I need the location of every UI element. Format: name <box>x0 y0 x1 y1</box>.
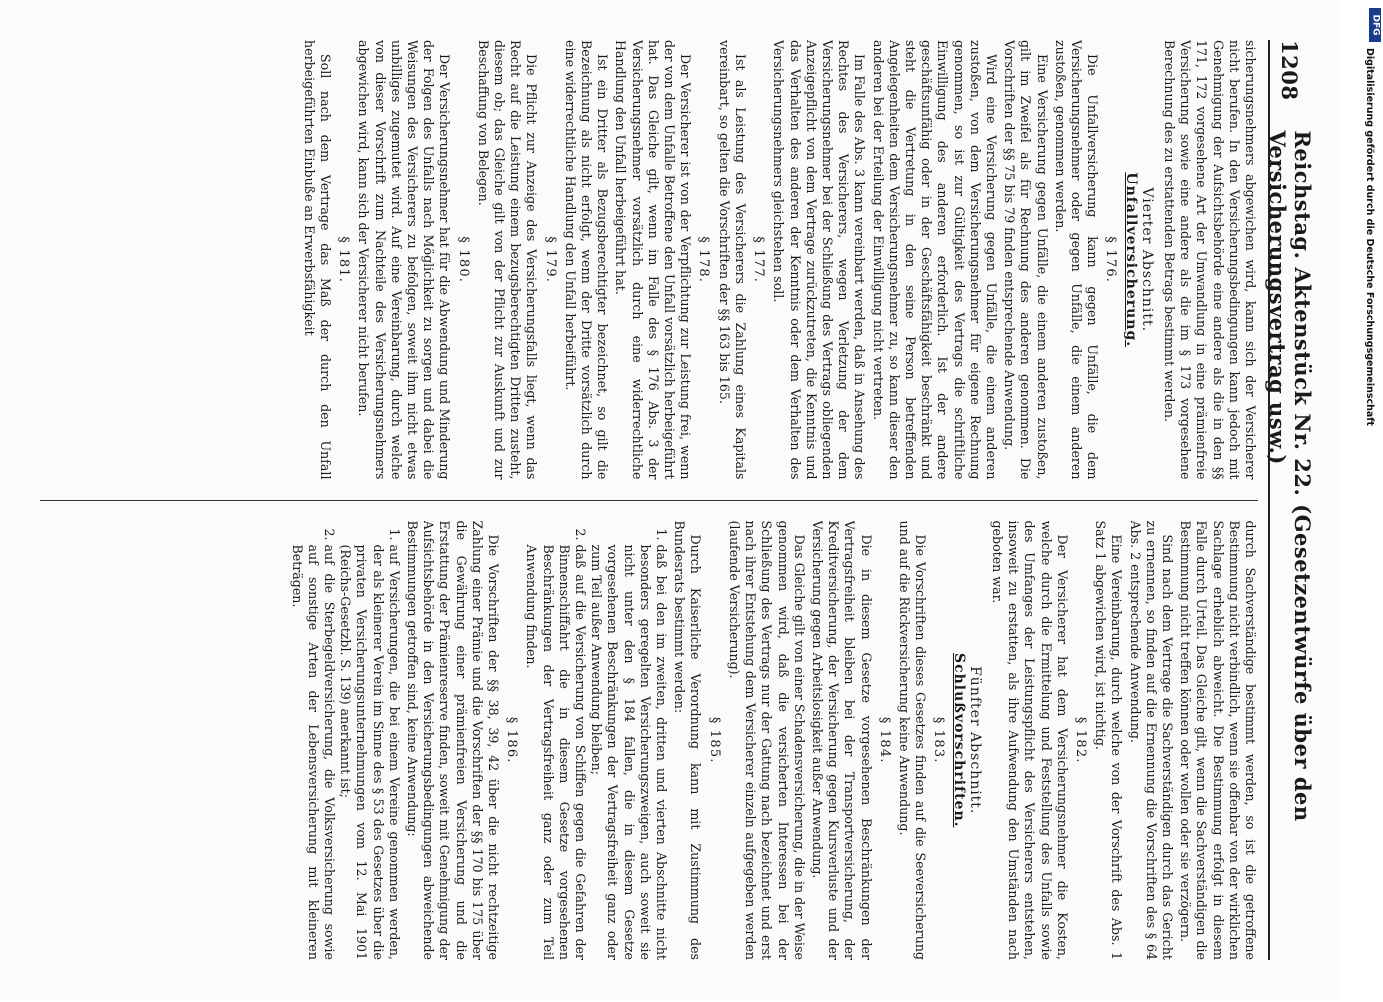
list-item: 1. auf Versicherungen, die bei einem Vereine genommen werden, der als kleinerer Verein im Sinne des § 53 des Gesetzes über die privaten Versicherungsunternehmungen vom 12. Mai 1901 (Reichs-Gesetzbl. S. 139) anerkannt ist; <box>337 545 402 961</box>
paragraph-number: § 183. <box>931 716 947 764</box>
paragraph-number: § 181. <box>336 236 352 284</box>
section-title: Unfallversicherung. <box>1122 172 1139 348</box>
section-heading: Vierter Abschnitt. <box>1138 187 1155 333</box>
text-columns <box>40 40 1258 960</box>
section-title: Schlußvorschriften. <box>950 652 967 828</box>
paragraph-number: § 176. <box>1103 236 1119 284</box>
right-column <box>40 521 1258 961</box>
paragraph: Ist ein Dritter als Bezugsberechtigter bezeichnet, so gilt die Bezeichnung als nicht erfolgt, wenn der Dritte vorsätzlich durch eine widerrechtliche Handlung den Unfall herbeiführt. <box>562 40 611 480</box>
paragraph: Im Falle des Abs. 3 kann vereinbart werden, daß in Ansehung des Rechtes des Versicherers, wegen Verletzung der dem Versicherungsnehmer bei der Schließung des Vertrags obliegenden Anzeigepflicht von dem Vertrage zurückzutreten, die Kenntnis und das Verhalten des anderen der Kenntnis oder dem Verhalten des Versicherungsnehmers gleichstehen soll. <box>771 40 868 480</box>
paragraph: Der Versicherer hat dem Versicherungsnehmer die Kosten, welche durch die Ermittelung und Feststellung des Unfalls sowie des Umfanges der Leistungspflicht des Versicherers entstehen, insoweit zu erstatten, als ihre Aufwendung den Umständen nach geboten war. <box>989 520 1070 960</box>
column-divider <box>40 500 1258 501</box>
paragraph-number: § 186. <box>504 716 520 764</box>
dfg-logo: DFG <box>1369 8 1381 42</box>
page-number: 1208 <box>1277 40 1303 101</box>
paragraph: Der Versicherer ist von der Verpflichtung zur Leistung frei, wenn der von dem Unfalle Betroffene den Unfall vorsätzlich herbeigeführt hat. Das Gleiche gilt, wenn im Falle des § 176 Abs. 3 der Versicherungsnehmer vorsätzlich durch eine widerrechtliche Handlung den Unfall herbeigeführt hat. <box>613 40 694 480</box>
paragraph: Der Versicherungsnehmer hat für die Abwendung und Minderung der Folgen des Unfalls nach Möglichkeit zu sorgen und dabei die Weisungen des Versicherers zu befolgen, soweit ihm nicht etwas unbilliges zugemutet wird. Auf eine Vereinbarung, durch welche von dieser Vorschrift zum Nachteile des Versicherungsnehmers abgewichen wird, kann sich der Versicherer nicht berufen. <box>356 40 453 480</box>
paragraph: Eine Versicherung gegen Unfälle, die einem anderen zustoßen, gilt im Zweifel als für Rechnung des anderen genommen. Die Vorschriften der §§ 75 bis 79 finden entsprechende Anwendung. <box>1002 40 1050 480</box>
paragraph: Die Vorschriften dieses Gesetzes finden auf die Seeversicherung und auf die Rückversicherung keine Anwendung. <box>896 520 929 960</box>
paragraph: Eine Vereinbarung, durch welche von der Vorschrift des Abs. 1 Satz 1 abgewichen wird, ist nichtig. <box>1093 520 1125 960</box>
paragraph-number: § 179. <box>542 236 558 284</box>
paragraph: Sind nach dem Vertrage die Sachverständigen durch das Gericht zu ernennen, so finden auf die Ernennung die Vorschriften des § 64 Abs. 2 entsprechende Anwendung. <box>1127 520 1175 960</box>
numbered-list <box>288 521 401 961</box>
numbered-list <box>523 521 669 961</box>
paragraph-number: § 184. <box>876 716 892 764</box>
paragraph-number: § 178. <box>696 236 712 284</box>
paragraph-number: § 185. <box>706 716 722 764</box>
list-item: 2. daß auf die Versicherung von Schiffen gegen die Gefahren der Binnenschiffahrt die in diesem Gesetze vorgesehenen Beschränkungen der Vertragsfreiheit ganz oder zum Teil Anwendung finden. <box>523 545 588 961</box>
paragraph-number: § 182. <box>1072 716 1088 764</box>
paragraph: Die Pflicht zur Anzeige des Versicherungsfalls liegt, wenn das Recht auf die Leistung einem bezugsberechtigten Dritten zusteht, diesem ob; das Gleiche gilt von der Pflicht zur Auskunft und zur Beschaffung von Belegen. <box>475 40 540 480</box>
list-item: 1. daß bei den im zweiten, dritten und vierten Abschnitte nicht besonders geregelten Versicherungszweigen, auch soweit sie nicht unter den § 184 fallen, die in diesem Gesetze vorgesehenen Beschränkungen der Vertragsfreiheit ganz oder zum Teil außer Anwendung bleiben; <box>588 545 669 961</box>
paragraph: Soll nach dem Vertrage das Maß der durch den Unfall herbeigeführten Einbuße an Erwerbsfähigkeit <box>301 40 334 480</box>
section-heading: Fünfter Abschnitt. <box>966 666 983 815</box>
paragraph-number: § 180. <box>455 236 471 284</box>
paragraph: sicherungsnehmers abgewichen wird, kann sich der Versicherer nicht berufen. In den Versicherungsbedingungen kann jedoch mit Genehmigung der Aufsichtsbehörde eine andere als die in den §§ 171, 172 vorgesehene Art der Umwandlung in eine prämienfreie Versicherung sowie eine andere als die im § 173 vorgesehene Berechnung des zu erstattenden Betrags bestimmt werden. <box>1161 40 1258 480</box>
page-header <box>1265 40 1315 960</box>
paragraph: Die Unfallversicherung kann gegen Unfälle, die dem Versicherungsnehmer oder gegen Unfälle, die einem anderen zustoßen, genommen werden. <box>1052 40 1101 480</box>
paragraph: Das Gleiche gilt von einer Schadensversicherung, die in der Weise genommen wird, daß die versicherten Interessen bei der Schließung des Vertrags nur der Gattung nach bezeichnet und erst nach ihrer Entstehung dem Versicherer einzeln aufgegeben werden (laufende Versicherung). <box>726 520 807 960</box>
paragraph: Die Vorschriften der §§ 38, 39, 42 über die nicht rechtzeitige Zahlung einer Prämie und die Vorschriften der §§ 170 bis 175 über die Gewährung einer prämienfreien Versicherung und die Erstattung der Prämienreserve finden, soweit mit Genehmigung der Aufsichtsbehörde in den Versicherungsbedingungen abweichende Bestimmungen getroffen sind, keine Anwendung: <box>405 520 502 960</box>
list-item: 2. auf die Sterbegeldversicherung, die Volksversicherung sowie auf sonstige Arten der Lebensversicherung mit kleineren Beträgen. <box>288 545 337 961</box>
paragraph: Die in diesem Gesetze vorgesehenen Beschränkungen der Vertragsfreiheit bleiben bei der Transportversicherung, der Kreditversicherung, der Versicherung gegen Kursverluste und der Versicherung gegen Arbeitslosigkeit außer Anwendung. <box>809 520 874 960</box>
paragraph: durch Sachverständige bestimmt werden, so ist die getroffene Bestimmung nicht verbindlich, wenn sie offenbar von der wirklichen Sachlage erheblich abweicht. Die Bestimmung erfolgt in diesem Falle durch Urteil. Das Gleiche gilt, wenn die Sachverständigen die Bestimmung nicht treffen können oder wollen oder sie verzögern. <box>1178 520 1258 960</box>
paragraph-number: § 177. <box>751 236 767 284</box>
paragraph: Ist als Leistung des Versicherers die Zahlung eines Kapitals vereinbart, so gelten die Vorschriften der §§ 163 bis 165. <box>716 40 748 480</box>
left-column <box>40 40 1258 480</box>
page-title: Reichstag. Aktenstück Nr. 22. (Gesetzentwürfe über den Versicherungsvertrag usw.) <box>1265 130 1315 822</box>
paragraph: Wird eine Versicherung gegen Unfälle, die einem anderen zustoßen, von dem Versicherungsnehmer für eigene Rechnung genommen, so ist zur Gültigkeit des Vertrags die schriftliche Einwilligung des anderen erforderlich. Ist der andere geschäftsunfähig oder in der Geschäftsfähigkeit beschränkt und steht die Vertretung in den seine Person betreffenden Angelegenheiten dem Versicherungsnehmer zu, so kann dieser den anderen bei der Erteilung der Einwilligung nicht vertreten. <box>870 40 999 480</box>
paragraph: Durch Kaiserliche Verordnung kann mit Zustimmung des Bundesrats bestimmt werden: <box>672 520 704 960</box>
digitization-note: Digitalisierung gefördert durch die Deutsche Forschungsgemeinschaft <box>1364 48 1375 426</box>
